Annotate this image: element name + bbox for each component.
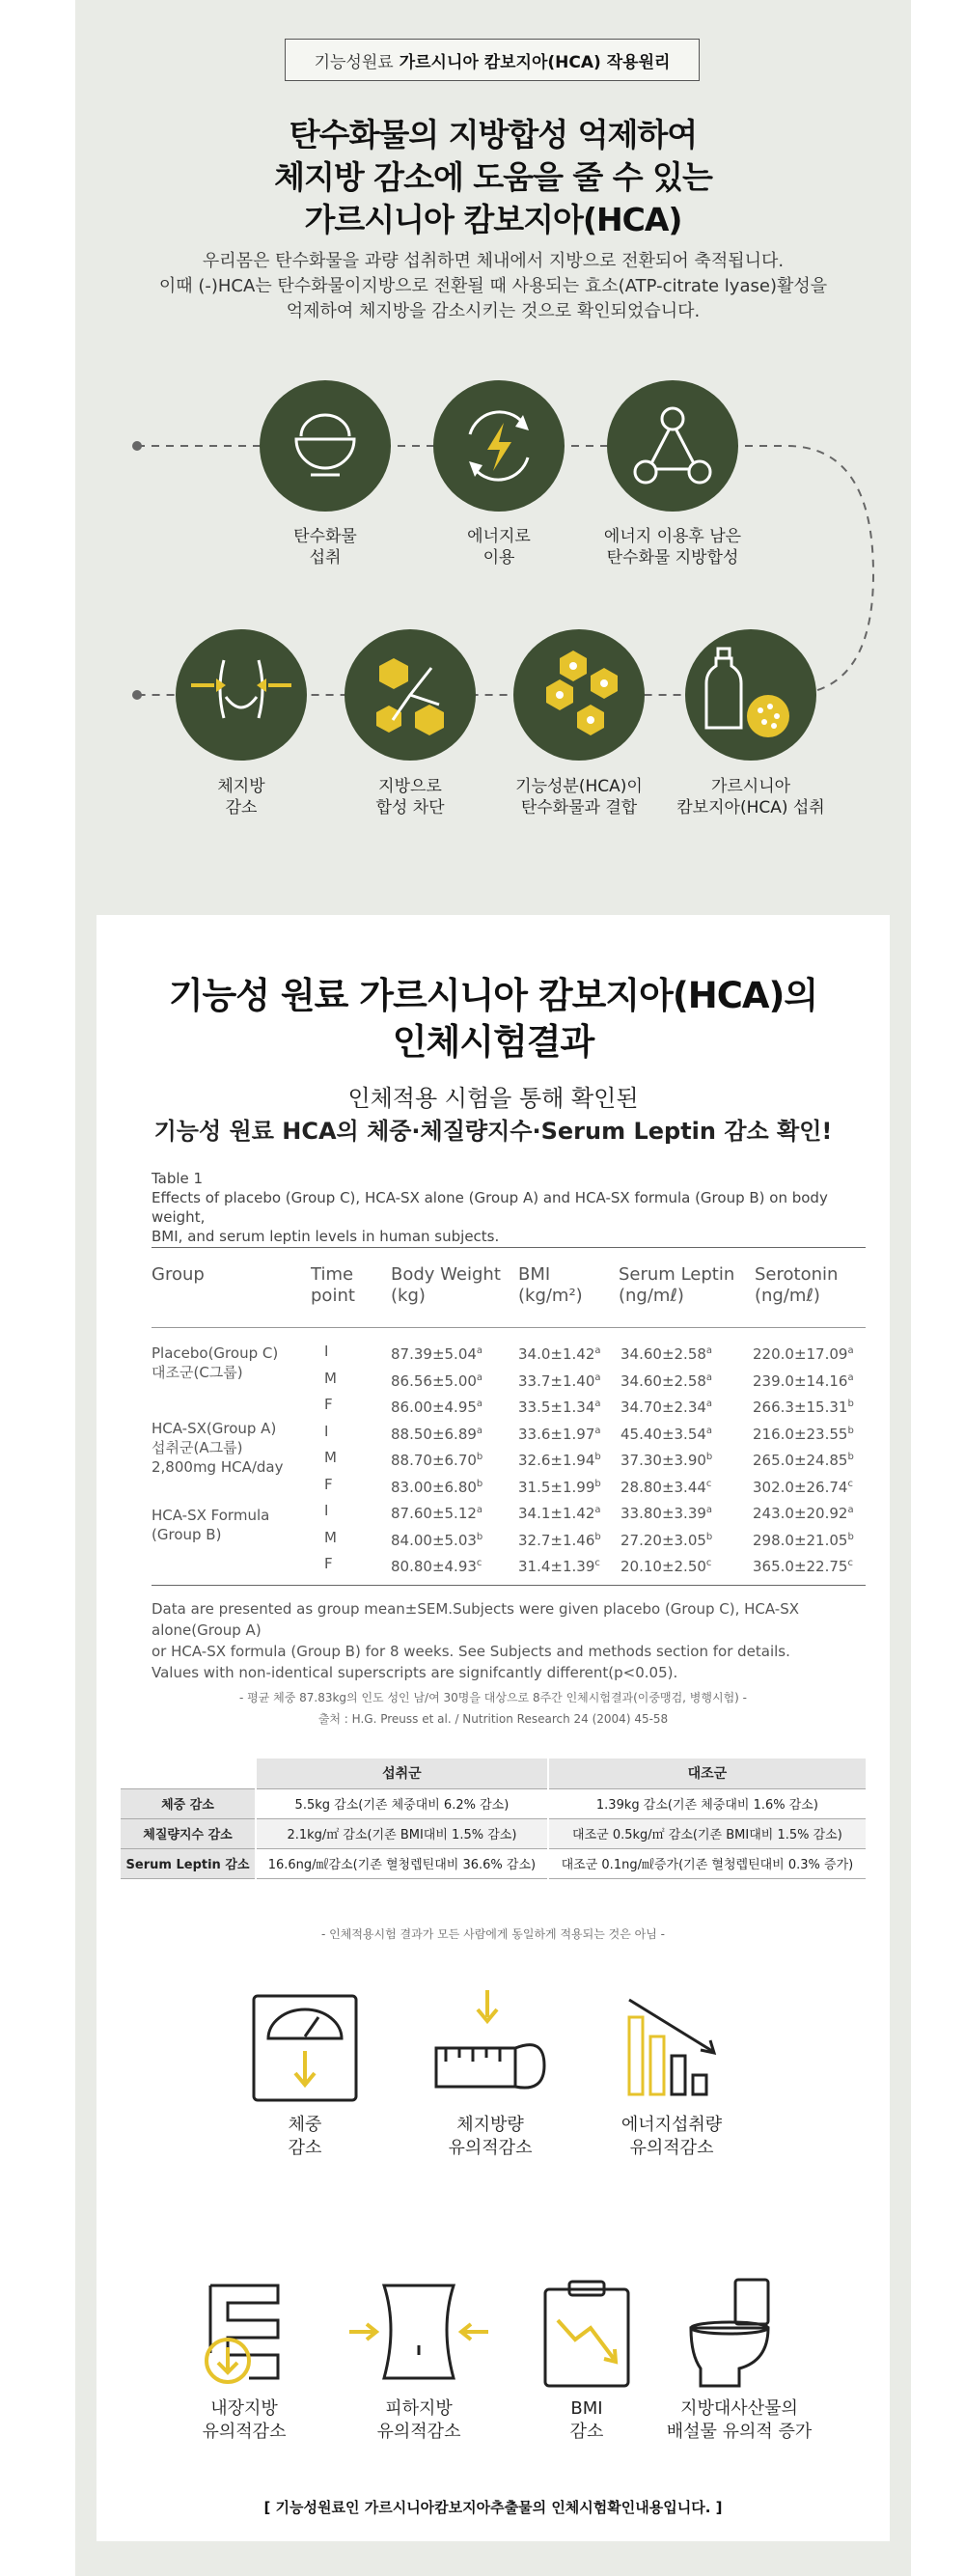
flow-label	[412, 526, 586, 568]
hca-binding-icon	[513, 629, 645, 761]
table-cell	[391, 1422, 482, 1444]
study-source: 출처 : H.G. Preuss et al. / Nutrition Research 24 (2004) 45-58	[317, 1712, 669, 1726]
comparison-cell: 16.6ng/㎖감소(기존 혈청렙틴대비 36.6% 감소)	[256, 1848, 548, 1878]
col-header-serotonin	[755, 1264, 838, 1307]
table-cell-value: I	[324, 1502, 329, 1519]
table-cell	[324, 1422, 328, 1441]
table-note-line: Data are presented as group mean±SEM.Subjects were given placebo (Group C), HCA-SX alone(Group A)	[152, 1600, 799, 1639]
effect-label-line: 체중	[288, 2115, 322, 2135]
group-label	[152, 1419, 284, 1477]
table-cell-superscript: a	[594, 1425, 601, 1436]
effect-label	[500, 2397, 674, 2444]
table-cell-superscript: a	[594, 1345, 601, 1356]
table-cell-superscript: c	[594, 1558, 600, 1568]
study-card	[96, 915, 890, 2541]
table-caption	[152, 1169, 866, 1246]
comparison-table	[121, 1759, 866, 1879]
effect-label	[218, 2114, 392, 2160]
table-cell-superscript: a	[847, 1345, 854, 1356]
molecule-icon	[607, 380, 738, 512]
table-cell	[518, 1448, 601, 1470]
table-cell-superscript: a	[476, 1345, 483, 1356]
effect-label-line: 배설물 유의적 증가	[666, 2422, 813, 2442]
table-cell	[518, 1342, 601, 1364]
effect-label-line: 에너지섭취량	[620, 2115, 723, 2135]
headline-line: 체지방 감소에 도움을 줄 수 있는	[274, 158, 712, 196]
table-cell	[324, 1395, 333, 1414]
table-cell	[324, 1342, 328, 1361]
group-label-line: 대조군(C그룹)	[152, 1364, 243, 1381]
table-cell	[324, 1369, 337, 1388]
table-cell	[391, 1448, 482, 1470]
disclaimer: - 인체적용시험 결과가 모든 사람에게 동일하게 적용되는 것은 아님 -	[321, 1927, 665, 1941]
headline-line: 탄수화물의 지방합성 억제하여	[289, 116, 698, 153]
headline-line: 가르시니아 캄보지아(HCA)	[304, 201, 682, 238]
flow-label-line: 탄수화물과 결합	[520, 798, 638, 817]
table-cell	[518, 1422, 601, 1444]
table-cell-value: 28.80±3.44	[620, 1478, 706, 1496]
study-title-line: 인체시험결과	[392, 1021, 594, 1063]
table-note-line: or HCA-SX formula (Group B) for 8 weeks. See Subjects and methods section for details.	[152, 1643, 790, 1660]
table-caption-line: Effects of placebo (Group C), HCA-SX alone (Group A) and HCA-SX formula (Group B) on body weight,	[152, 1189, 828, 1226]
table-header-rule	[152, 1327, 866, 1328]
table-cell	[753, 1395, 854, 1417]
study-subtitle-line	[96, 1115, 890, 1148]
table-cell-superscript: a	[847, 1371, 854, 1383]
effect-label	[652, 2397, 826, 2444]
table-cell	[391, 1369, 482, 1391]
table-cell-value: 45.40±3.54	[620, 1425, 706, 1443]
tag-prefix: 기능성원료	[314, 52, 394, 72]
table-cell-superscript: b	[847, 1425, 854, 1436]
group-label-line: Placebo(Group C)	[152, 1344, 279, 1362]
comparison-header-intake: 섭취군	[256, 1759, 548, 1788]
table-cell-value: 34.1±1.42	[518, 1505, 595, 1522]
table-cell	[620, 1422, 712, 1444]
table-cell	[391, 1475, 482, 1497]
table-cell-superscript: b	[705, 1452, 713, 1462]
table-cell-value: 216.0±23.55	[753, 1425, 848, 1443]
table-cell-superscript: c	[705, 1478, 712, 1489]
table-cell	[753, 1528, 854, 1550]
process-flow-diagram	[0, 0, 965, 907]
flow-label	[154, 776, 328, 818]
col-header-bmi	[518, 1264, 583, 1307]
table-cell	[620, 1448, 712, 1470]
table-cell	[753, 1554, 853, 1576]
table-cell	[518, 1395, 601, 1417]
study-subtitle-bold: 기능성 원료 HCA의 체중·체질량지수·Serum Leptin 감소 확인!	[153, 1118, 833, 1145]
table-cell-value: 32.6±1.94	[518, 1452, 595, 1469]
flow-label	[238, 526, 412, 568]
table-cell-superscript: b	[594, 1478, 601, 1489]
effect-label-line: 감소	[288, 2138, 322, 2158]
effect-label-line: 내장지방	[210, 2398, 278, 2419]
table-cell-value: 34.60±2.58	[620, 1371, 706, 1390]
table-cell-value: 243.0±20.92	[753, 1505, 848, 1522]
table-cell-superscript: a	[476, 1371, 483, 1383]
comparison-corner	[121, 1759, 256, 1788]
col-header-line: (ng/mℓ)	[755, 1286, 820, 1306]
table-cell-value: 33.5±1.34	[518, 1399, 595, 1416]
table-cell-value: 302.0±26.74	[753, 1478, 848, 1496]
col-header-body-weight	[391, 1264, 501, 1307]
study-subtitle-line: 인체적용 시험을 통해 확인된	[347, 1085, 639, 1112]
table-cell	[620, 1369, 712, 1391]
table-cell-value: 31.5±1.99	[518, 1478, 595, 1496]
effect-label-line: 유의적감소	[376, 2422, 461, 2442]
flow-dot	[132, 690, 142, 700]
table-cell-value: 88.50±6.89	[391, 1425, 477, 1443]
flow-label-line: 기능성분(HCA)이	[515, 777, 643, 796]
table-cell-superscript: b	[594, 1531, 601, 1542]
table-cell-value: 31.4±1.39	[518, 1558, 595, 1575]
flow-label-line: 에너지 이용후 남은	[603, 527, 742, 546]
flow-label-line: 탄수화물	[293, 527, 357, 546]
effect-label-line: 피하지방	[385, 2398, 453, 2419]
table-cell-value: 33.7±1.40	[518, 1371, 595, 1390]
group-label	[152, 1506, 269, 1544]
table-cell-superscript: a	[847, 1505, 854, 1515]
table-cell-value: 32.7±1.46	[518, 1531, 595, 1549]
table-cell-value: 27.20±3.05	[620, 1531, 706, 1549]
effect-label-line: BMI	[570, 2398, 603, 2419]
flow-label	[664, 776, 838, 818]
comparison-cell: 2.1kg/㎡ 감소(기존 BMI대비 1.5% 감소)	[256, 1818, 548, 1848]
flow-label-line: 합성 차단	[375, 798, 445, 817]
table-cell-value: 84.00±5.03	[391, 1531, 477, 1549]
effect-label-line: 유의적감소	[202, 2422, 287, 2442]
waist-icon	[176, 629, 307, 761]
table-cell	[391, 1528, 482, 1550]
table-cell	[620, 1395, 712, 1417]
table-cell-superscript: a	[594, 1399, 601, 1409]
col-header-line: (kg/m²)	[518, 1286, 583, 1306]
study-title-line: 기능성 원료 가르시니아 캄보지아(HCA)의	[168, 975, 818, 1016]
flow-label-line: 탄수화물 지방합성	[606, 548, 739, 568]
comparison-row-label: Serum Leptin 감소	[121, 1848, 256, 1878]
table-cell	[518, 1501, 601, 1523]
table-note-line: Values with non-identical superscripts are signifcantly different(p<0.05).	[152, 1664, 678, 1681]
table-cell	[753, 1422, 854, 1444]
study-population: - 평균 체중 87.83kg의 인도 성인 남/여 30명을 대상으로 8주간 인체시험결과(이중맹검, 병행시험) -	[238, 1691, 748, 1704]
study-subtitle	[96, 1082, 890, 1148]
col-header-line: Serotonin	[755, 1264, 839, 1285]
table-cell	[753, 1475, 853, 1497]
table-bottom-rule	[152, 1585, 866, 1586]
table-cell-superscript: a	[476, 1399, 483, 1409]
table-cell-superscript: c	[847, 1478, 853, 1489]
energy-cycle-icon	[433, 380, 565, 512]
effect-label-line: 유의적감소	[629, 2138, 714, 2158]
table-cell-superscript: a	[705, 1425, 713, 1436]
bottle-capsule-icon	[685, 629, 816, 761]
table-cell	[620, 1528, 712, 1550]
table-cell	[753, 1501, 854, 1523]
table-cell-superscript: a	[705, 1371, 713, 1383]
table-cell-value: 20.10±2.50	[620, 1558, 706, 1575]
col-header-line: point	[311, 1286, 355, 1306]
table-cell-value: M	[324, 1528, 337, 1546]
table-cell-value: 220.0±17.09	[753, 1345, 848, 1363]
flow-label-line: 이용	[482, 548, 515, 568]
table-cell	[391, 1342, 482, 1364]
flow-label	[492, 776, 666, 818]
table-cell-value: 266.3±15.31	[753, 1399, 848, 1416]
table-cell-superscript: b	[705, 1531, 713, 1542]
table-cell-superscript: c	[847, 1558, 853, 1568]
table-cell-value: 86.00±4.95	[391, 1399, 477, 1416]
comparison-cell: 대조군 0.5kg/㎡ 감소(기존 BMI대비 1.5% 감소)	[548, 1818, 866, 1848]
comparison-header-control: 대조군	[548, 1759, 866, 1788]
col-header-group: Group	[152, 1264, 205, 1285]
table-cell-value: F	[324, 1555, 333, 1572]
table-cell-superscript: a	[594, 1371, 601, 1383]
table-cell-value: 87.60±5.12	[391, 1505, 477, 1522]
table-cell-value: I	[324, 1422, 329, 1440]
table-cell-superscript: a	[476, 1505, 483, 1515]
flow-label-line: 에너지로	[467, 527, 531, 546]
table-cell-value: 265.0±24.85	[753, 1452, 848, 1469]
flow-label-line: 섭취	[309, 548, 342, 568]
table-cell-value: M	[324, 1369, 337, 1387]
study-title	[96, 973, 890, 1066]
flow-dot	[132, 441, 142, 451]
col-header-line: (kg)	[391, 1286, 426, 1306]
table-cell-superscript: a	[705, 1399, 713, 1409]
table-cell-value: 34.60±2.58	[620, 1345, 706, 1363]
effect-label	[585, 2114, 758, 2160]
table-cell	[620, 1501, 712, 1523]
flow-label-line: 가르시니아	[710, 777, 791, 796]
table-cell-superscript: b	[847, 1399, 854, 1409]
table-cell-value: 33.80±3.39	[620, 1505, 706, 1522]
flow-label	[586, 526, 759, 568]
table-cell	[518, 1528, 601, 1550]
table-cell-value: 86.56±5.00	[391, 1371, 477, 1390]
table-cell-value: F	[324, 1396, 333, 1413]
table-caption-line: BMI, and serum leptin levels in human subjects.	[152, 1228, 500, 1245]
table-cell-value: 33.6±1.97	[518, 1425, 595, 1443]
table-cell-superscript: c	[476, 1558, 482, 1568]
comparison-row-label: 체질량지수 감소	[121, 1818, 256, 1848]
table-cell	[753, 1342, 854, 1364]
comparison-cell: 대조군 0.1ng/㎖증가(기존 혈청렙틴대비 0.3% 증가)	[548, 1848, 866, 1878]
table-cell-value: 88.70±6.70	[391, 1452, 477, 1469]
table-cell-superscript: b	[476, 1452, 483, 1462]
group-label-line: HCA-SX(Group A)	[152, 1420, 277, 1437]
table-cell-superscript: a	[705, 1505, 713, 1515]
table-cell	[324, 1448, 337, 1467]
table-cell-value: F	[324, 1475, 333, 1493]
group-label	[152, 1343, 278, 1382]
comparison-cell: 1.39kg 감소(기존 체중대비 1.6% 감소)	[548, 1788, 866, 1818]
group-label-line: HCA-SX Formula	[152, 1507, 270, 1524]
table-cell	[391, 1554, 482, 1576]
table-cell	[753, 1369, 854, 1391]
col-header-time	[311, 1264, 355, 1307]
table-cell-value: 365.0±22.75	[753, 1558, 848, 1575]
group-label-line: (Group B)	[152, 1526, 222, 1543]
group-label-line: 섭취군(A그룹)	[152, 1439, 243, 1456]
table-cell-value: 87.39±5.04	[391, 1345, 477, 1363]
table-cell-value: 83.00±6.80	[391, 1478, 477, 1496]
table-cell	[518, 1369, 601, 1391]
flow-label-line: 감소	[225, 798, 258, 817]
table-cell	[518, 1475, 601, 1497]
table-cell	[324, 1501, 328, 1520]
table-cell	[391, 1501, 482, 1523]
col-header-line: (ng/mℓ)	[619, 1286, 684, 1306]
fat-block-icon	[345, 629, 476, 761]
table-cell-superscript: b	[476, 1531, 483, 1542]
table-label: Table 1	[152, 1170, 204, 1187]
description-line: 억제하여 체지방을 감소시키는 것으로 확인되었습니다.	[286, 301, 701, 321]
table-cell-superscript: b	[847, 1452, 854, 1462]
table-cell	[620, 1342, 712, 1364]
effect-label	[403, 2114, 577, 2160]
col-header-line: Time	[311, 1264, 354, 1285]
table-cell	[753, 1448, 854, 1470]
effect-label	[157, 2397, 331, 2444]
table-cell	[620, 1475, 711, 1497]
table-cell-superscript: b	[594, 1452, 601, 1462]
rice-bowl-icon	[260, 380, 391, 512]
table-cell-value: 239.0±14.16	[753, 1371, 848, 1390]
table-cell-superscript: a	[594, 1505, 601, 1515]
table-cell-superscript: b	[476, 1478, 483, 1489]
table-cell	[518, 1554, 600, 1576]
table-cell-superscript: a	[476, 1425, 483, 1436]
comparison-row-label: 체중 감소	[121, 1788, 256, 1818]
table-cell-value: 298.0±21.05	[753, 1531, 848, 1549]
table-cell-superscript: b	[847, 1531, 854, 1542]
flow-label	[323, 776, 497, 818]
table-cell-value: M	[324, 1449, 337, 1466]
tag-title: 가르시니아 캄보지아(HCA) 작용원리	[399, 52, 671, 72]
table-cell	[324, 1475, 333, 1494]
effect-label-line: 체지방량	[456, 2115, 524, 2135]
group-label-line: 2,800mg HCA/day	[152, 1458, 284, 1476]
table-cell	[391, 1395, 482, 1417]
table-top-rule	[152, 1247, 866, 1248]
description-line: 우리몸은 탄수화물을 과량 섭취하면 체내에서 지방으로 전환되어 축적됩니다.	[202, 251, 785, 271]
table-cell-value: 34.0±1.42	[518, 1345, 595, 1363]
col-header-line: BMI	[518, 1264, 551, 1285]
flow-label-line: 지방으로	[378, 777, 442, 796]
flow-label-line: 캄보지아(HCA) 섭취	[676, 798, 825, 817]
table-cell	[324, 1554, 333, 1573]
table-cell-value: 80.80±4.93	[391, 1558, 477, 1575]
description-line: 이때 (-)HCA는 탄수화물이지방으로 전환될 때 사용되는 효소(ATP-citrate lyase)활성을	[158, 276, 828, 296]
table-cell	[620, 1554, 711, 1576]
effect-label-line: 유의적감소	[448, 2138, 533, 2158]
table-cell-superscript: a	[705, 1345, 713, 1356]
table-note	[152, 1598, 885, 1683]
flow-label-line: 체지방	[217, 777, 265, 796]
effect-label-line: 감소	[569, 2422, 604, 2442]
effect-label-line: 지방대사산물의	[680, 2398, 798, 2419]
table-cell-superscript: c	[705, 1558, 712, 1568]
table-cell-value: 37.30±3.90	[620, 1452, 706, 1469]
table-cell-value: 34.70±2.34	[620, 1399, 706, 1416]
col-header-line: Body Weight	[391, 1264, 501, 1285]
table-cell-value: I	[324, 1343, 329, 1360]
footer-note: [ 기능성원료인 가르시니아캄보지아추출물의 인체시험확인내용입니다. ]	[263, 2499, 723, 2516]
col-header-serum-leptin	[619, 1264, 734, 1307]
col-header-line: Serum Leptin	[619, 1264, 735, 1285]
table-cell	[324, 1528, 337, 1547]
effect-label	[332, 2397, 506, 2444]
comparison-cell: 5.5kg 감소(기존 체중대비 6.2% 감소)	[256, 1788, 548, 1818]
